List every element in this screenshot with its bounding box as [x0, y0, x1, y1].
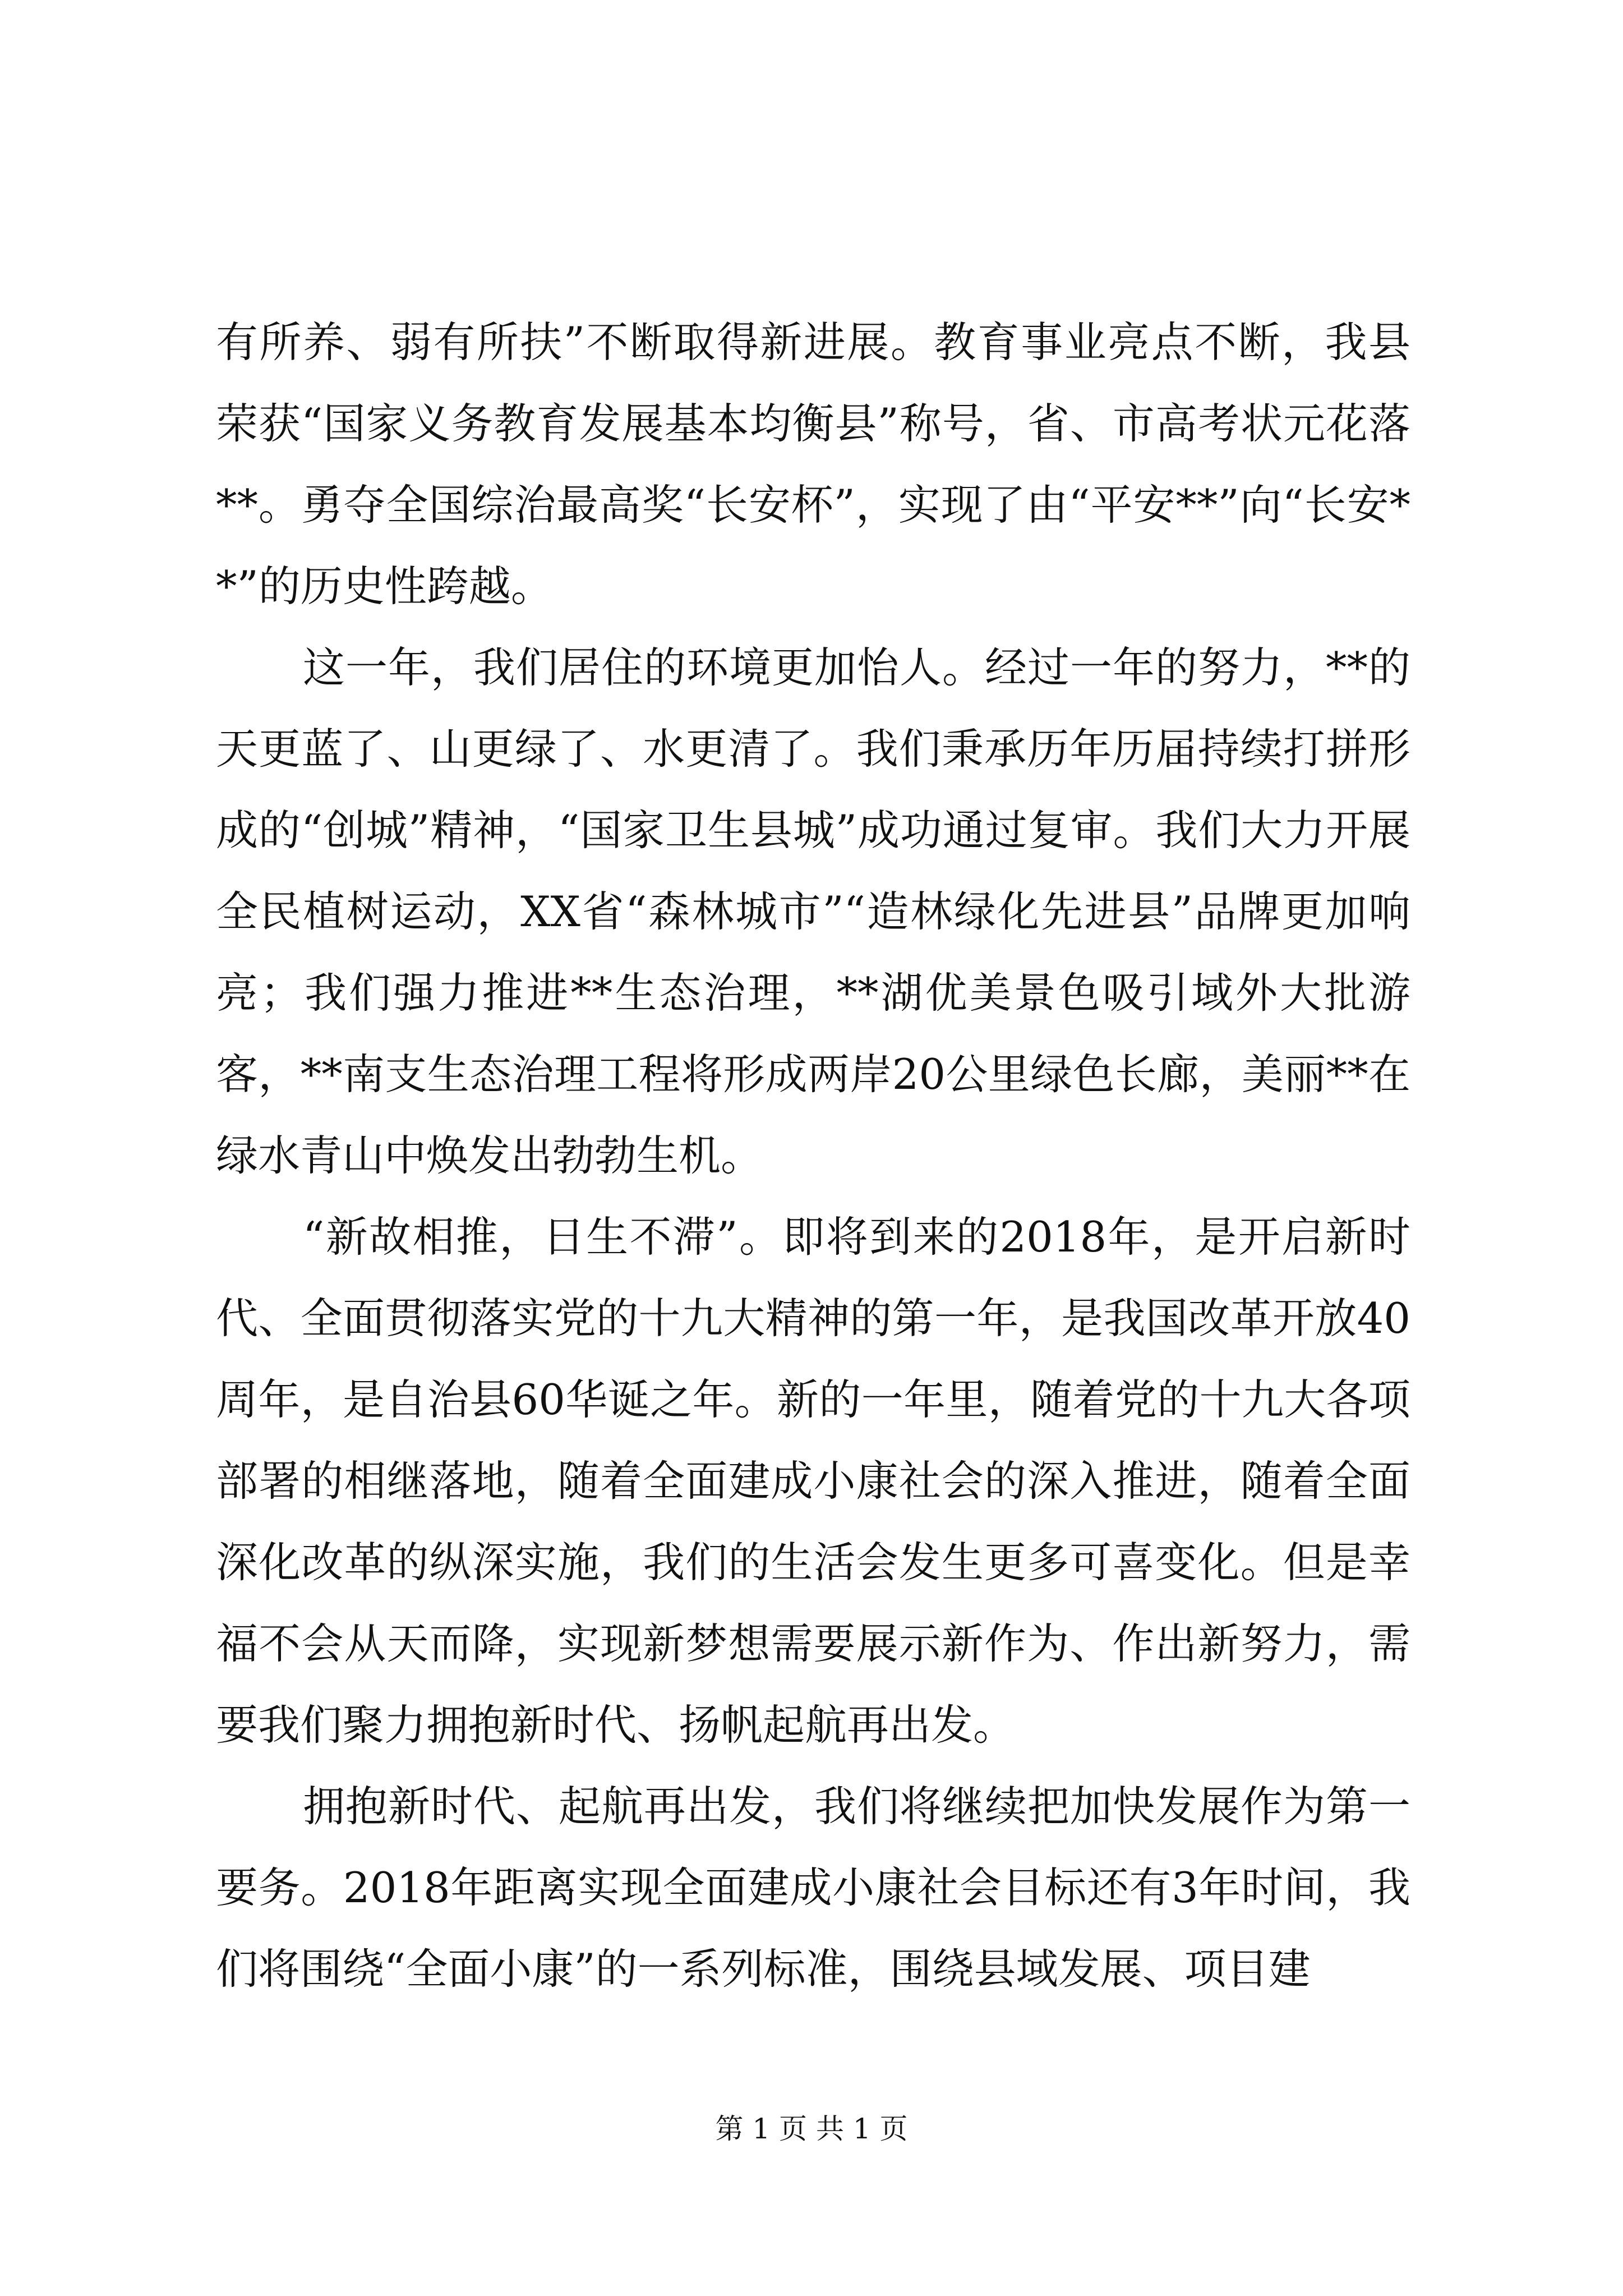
paragraph-4: 拥抱新时代、起航再出发，我们将继续把加快发展作为第一要务。2018年距离实现全面建成小康社会目标还有3年时间，我们将围绕“全面小康”的一系列标准，围绕县域发展、项目建 — [216, 1782, 1410, 1994]
paragraph-2: 这一年，我们居住的环境更加怡人。经过一年的努力，**的天更蓝了、山更绿了、水更清了。我们秉承历年历届持续打拼形成的“创城”精神，“国家卫生县城”成功通过复审。我们大力开展全民植树运动，XX省“森林城市”“造林绿化先进县”品牌更加响亮；我们强力推进**生态治理，**湖优美景色吸引域外大批游客，**南支生态治理工程将形成两岸20公里绿色长廊，美丽**在绿水青山中焕发出勃勃生机。 — [216, 643, 1410, 1180]
paragraph-3: “新故相推，日生不滞”。即将到来的2018年，是开启新时代、全面贯彻落实党的十九大精神的第一年，是我国改革开放40周年，是自治县60华诞之年。新的一年里，随着党的十九大各项部署的相继落地，随着全面建成小康社会的深入推进，随着全面深化改革的纵深实施，我们的生活会发生更多可喜变化。但是幸福不会从天而降，实现新梦想需要展示新作为、作出新努力，需要我们聚力拥抱新时代、扬帆起航再出发。 — [216, 1212, 1410, 1750]
paragraph-1: 有所养、弱有所扶”不断取得新进展。教育事业亮点不断，我县荣获“国家义务教育发展基本均衡县”称号，省、市高考状元花落**。勇夺全国综治最高奖“长安杯”，实现了由“平安**”向“长安**”的历史性跨越。 — [216, 318, 1410, 611]
document-body — [216, 302, 1410, 2010]
page-number-footer: 第 1 页 共 1 页 — [715, 2113, 908, 2145]
